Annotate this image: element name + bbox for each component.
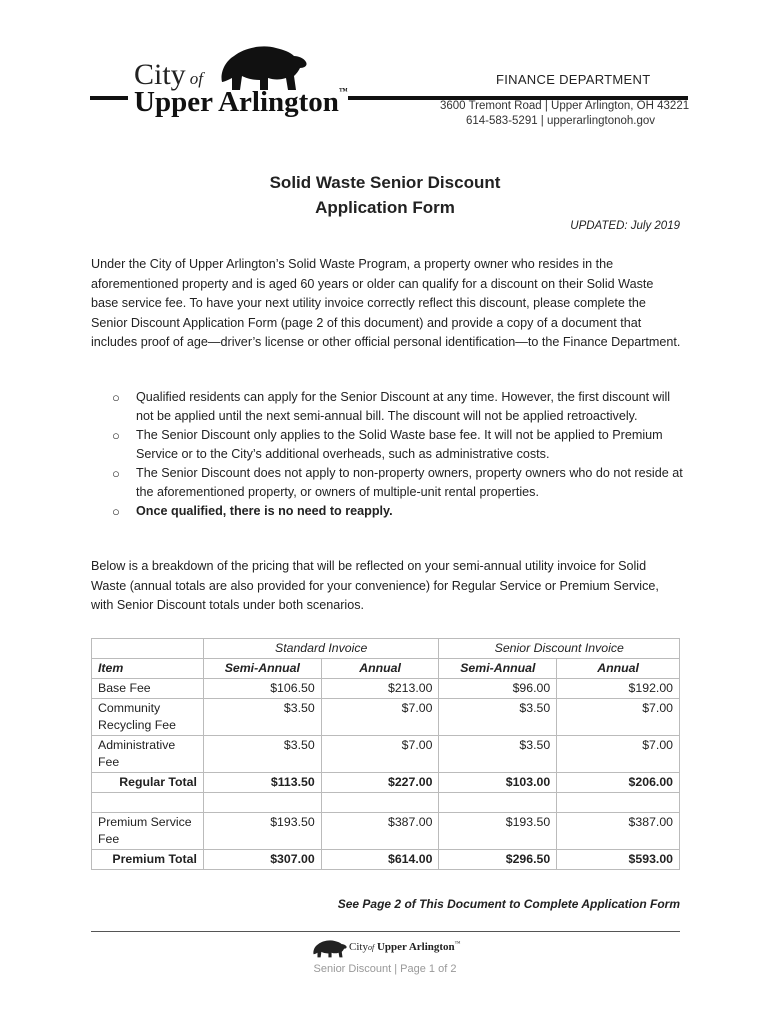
row-label: Administrative Fee: [92, 736, 204, 773]
col-header: Semi-Annual: [203, 659, 321, 679]
form-title-line2: Application Form: [315, 198, 455, 217]
row-label: Premium Service Fee: [92, 813, 204, 850]
cell-value: $614.00: [321, 850, 439, 870]
regular-total-row: [92, 773, 680, 793]
updated-date: UPDATED: July 2019: [570, 220, 680, 232]
table-group-header-row: [92, 639, 680, 659]
cell-value: $96.00: [439, 679, 557, 699]
cell-value: $103.00: [439, 773, 557, 793]
footer-bear-logo-icon: [312, 937, 348, 959]
table-row: [92, 813, 680, 850]
cell-value: $307.00: [203, 850, 321, 870]
circle-bullet-icon: ○: [112, 504, 120, 519]
intro-paragraph: Under the City of Upper Arlington’s Solid Waste Program, a property owner who resides in the aforementioned property and is aged 60 years or older can qualify for a discount on their Solid Waste base service fee. To have your next utility invoice correctly reflect this discount, please complete the Senior Discount Application Form (page 2 of this document) and provide a copy of a document that includes proof of age—driver’s license or other official personal identification—to the Finance Department.: [91, 257, 681, 350]
bullet-item: ○ Qualified residents can apply for the Senior Discount at any time. However, the first discount will not be applied until the next semi-annual bill. The discount will not be applied retroactively.: [112, 390, 671, 423]
cell-value: $7.00: [321, 699, 439, 736]
col-header: Annual: [321, 659, 439, 679]
cell-value: $7.00: [557, 699, 680, 736]
page-number: Senior Discount | Page 1 of 2: [313, 963, 457, 975]
group-header-senior: Senior Discount Invoice: [439, 639, 680, 659]
cell-value: $227.00: [321, 773, 439, 793]
col-header-item: Item: [92, 659, 204, 679]
cell-value: $387.00: [557, 813, 680, 850]
bullet-item: ○ The Senior Discount only applies to the Solid Waste base fee. It will not be applied to Premium Service or to the City’s additional overheads, such as administrative costs.: [112, 428, 663, 461]
logo-name-text: Upper Arlington™: [134, 86, 348, 118]
bullet-item: ○ The Senior Discount does not apply to non-property owners, property owners who do not reside at the aforementioned property, or owners of multiple-unit rental properties.: [112, 466, 683, 499]
cell-value: $7.00: [321, 736, 439, 773]
cell-value: $296.50: [439, 850, 557, 870]
footer-divider: [91, 931, 680, 932]
cell-value: $7.00: [557, 736, 680, 773]
form-title-line1: Solid Waste Senior Discount: [269, 173, 501, 192]
premium-total-row: [92, 850, 680, 870]
row-label: Premium Total: [92, 850, 204, 870]
col-header: Semi-Annual: [439, 659, 557, 679]
cell-value: $193.50: [439, 813, 557, 850]
group-header-standard: Standard Invoice: [203, 639, 439, 659]
cell-value: $113.50: [203, 773, 321, 793]
cell-value: $3.50: [439, 736, 557, 773]
table-row: [92, 679, 680, 699]
cell-value: $3.50: [203, 736, 321, 773]
row-label: Community Recycling Fee: [92, 699, 204, 736]
see-page-note: See Page 2 of This Document to Complete Application Form: [337, 897, 680, 911]
row-label: Base Fee: [92, 679, 204, 699]
department-contact: 614-583-5291 | upperarlingtonoh.gov: [466, 115, 656, 127]
circle-bullet-icon: ○: [112, 390, 120, 405]
cell-value: $213.00: [321, 679, 439, 699]
bullet-list: [112, 388, 684, 521]
row-label: Regular Total: [92, 773, 204, 793]
breakdown-paragraph: Below is a breakdown of the pricing that will be reflected on your semi-annual utility invoice for Solid Waste (annual totals are also provided for your convenience) for Regular Service or Premium Service, with Senior Discount totals under both scenarios.: [91, 559, 659, 613]
table-row: [92, 736, 680, 773]
cell-value: $593.00: [557, 850, 680, 870]
logo-city-text: City of: [134, 58, 203, 91]
cell-value: $387.00: [321, 813, 439, 850]
department-name: FINANCE DEPARTMENT: [496, 72, 651, 87]
circle-bullet-icon: ○: [112, 428, 120, 443]
cell-value: $206.00: [557, 773, 680, 793]
bullet-item: ○ Once qualified, there is no need to reapply.: [112, 504, 393, 519]
cell-value: $193.50: [203, 813, 321, 850]
blank-row: [92, 793, 680, 813]
circle-bullet-icon: ○: [112, 466, 120, 481]
cell-value: $3.50: [203, 699, 321, 736]
header-rule-left: [90, 96, 128, 100]
cell-value: $3.50: [439, 699, 557, 736]
col-header: Annual: [557, 659, 680, 679]
table-row: [92, 699, 680, 736]
pricing-table: [91, 638, 680, 870]
cell-value: $106.50: [203, 679, 321, 699]
table-column-header-row: [92, 659, 680, 679]
department-address: 3600 Tremont Road | Upper Arlington, OH 43221: [440, 100, 690, 112]
cell-value: $192.00: [557, 679, 680, 699]
footer-logo-text: Cityof Upper Arlington™: [349, 941, 461, 953]
